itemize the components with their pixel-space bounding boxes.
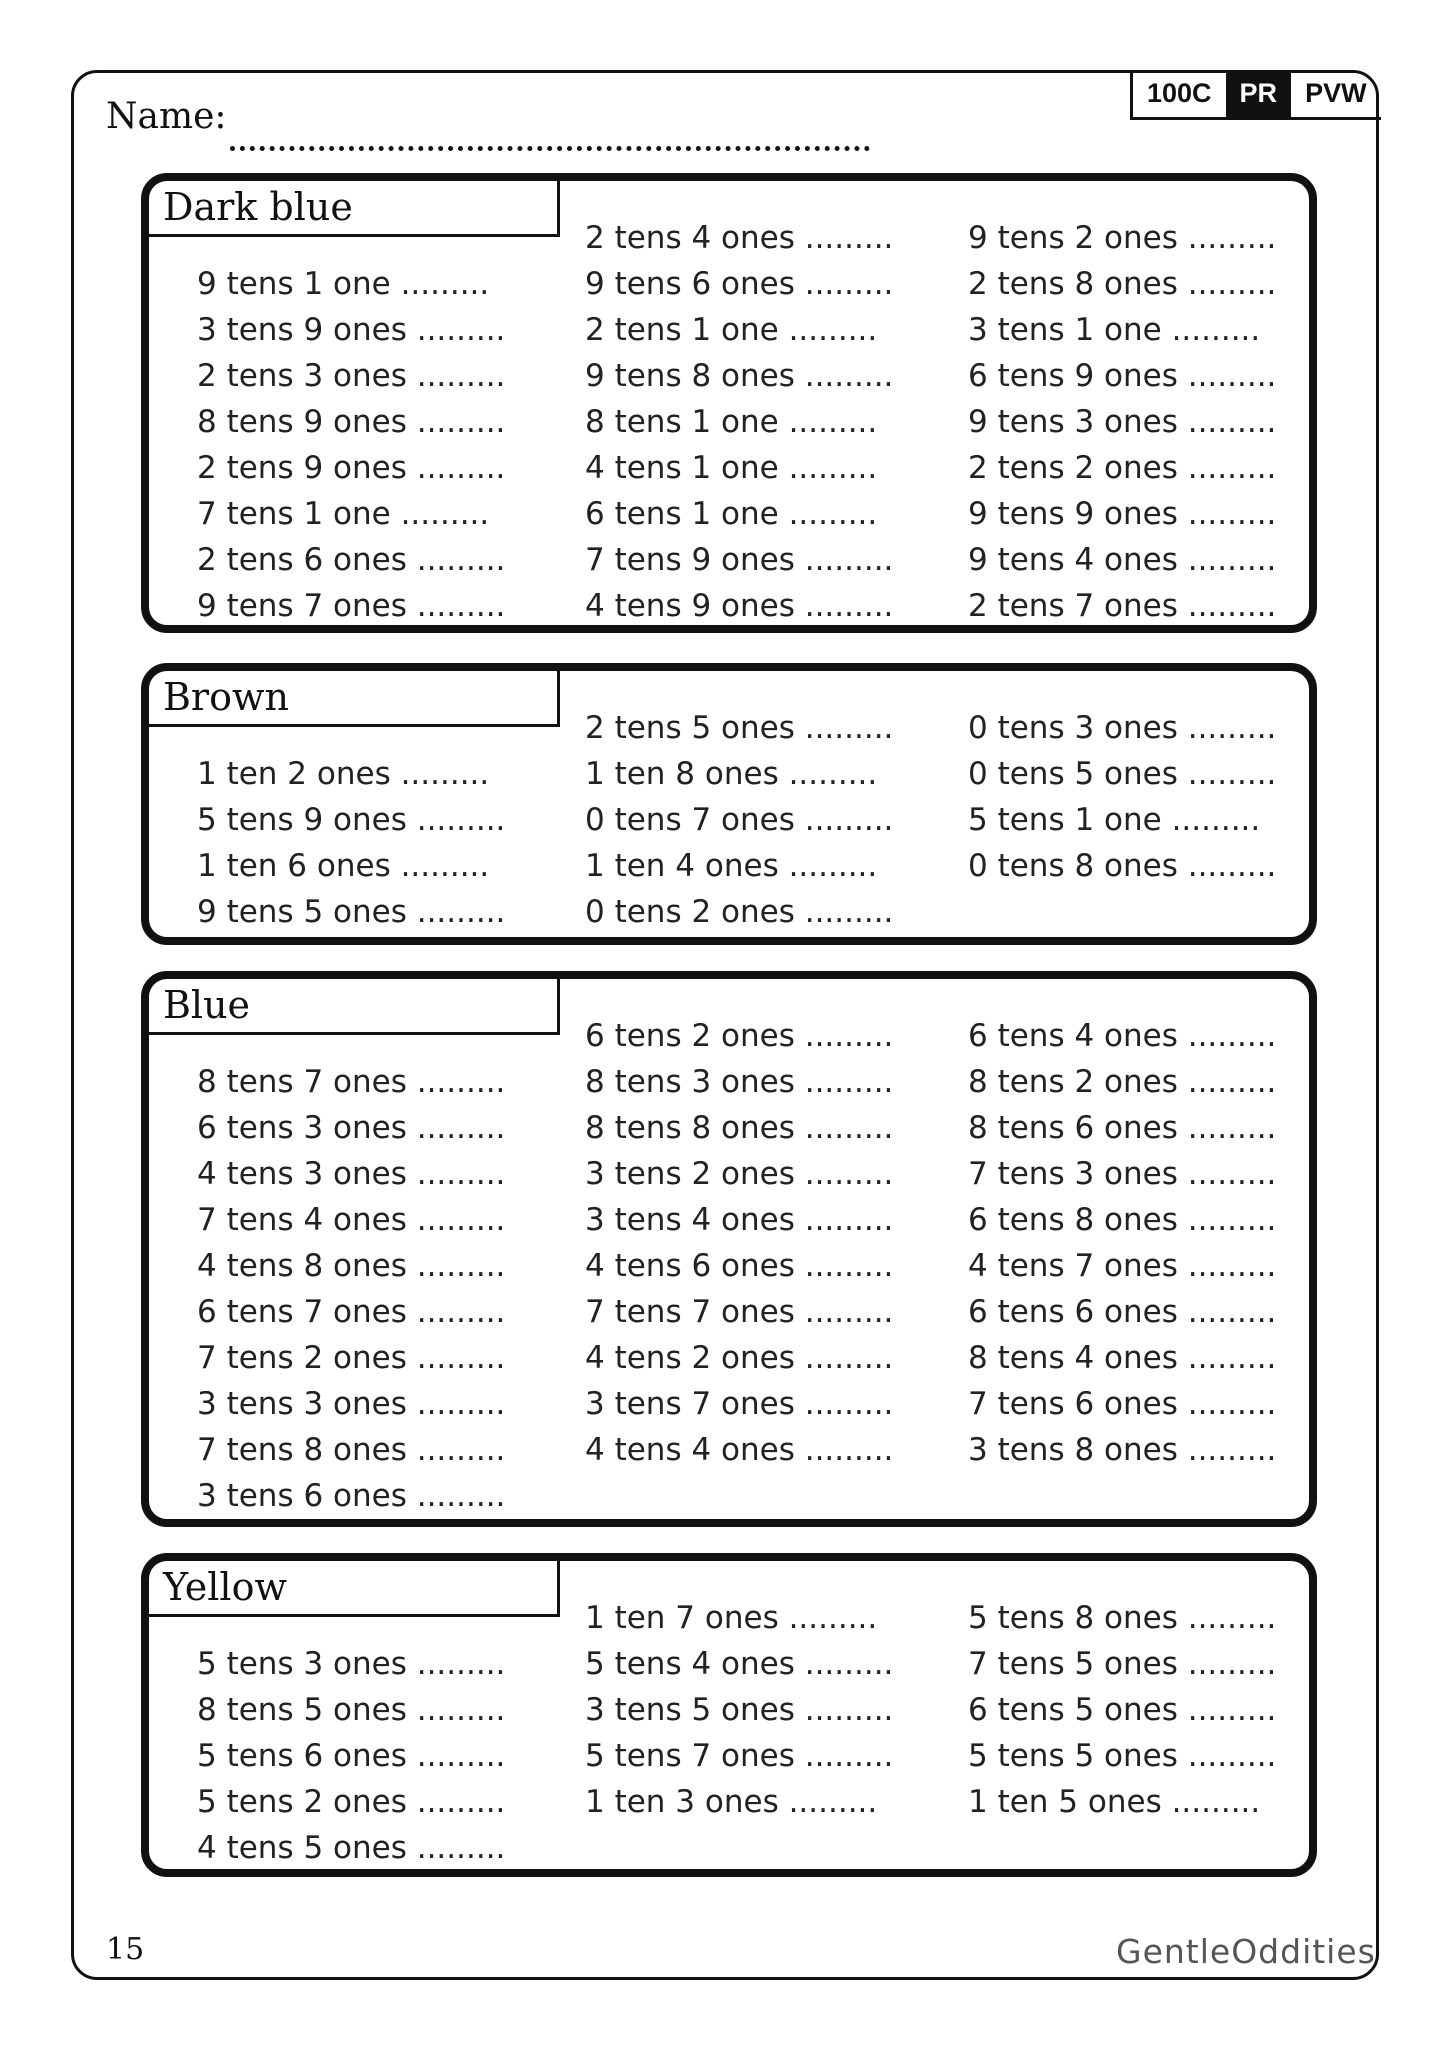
section-blue: [141, 971, 1317, 1527]
exercise-item: 7 tens 9 ones .........: [585, 542, 894, 578]
exercise-item: 6 tens 5 ones .........: [968, 1692, 1277, 1728]
section-yellow: [141, 1553, 1317, 1877]
exercise-item: 4 tens 1 one .........: [585, 450, 878, 486]
exercise-item: 6 tens 6 ones .........: [968, 1294, 1277, 1330]
exercise-item: 5 tens 5 ones .........: [968, 1738, 1277, 1774]
exercise-item: 1 ten 5 ones .........: [968, 1784, 1261, 1820]
exercise-item: 6 tens 4 ones .........: [968, 1018, 1277, 1054]
exercise-item: 3 tens 5 ones .........: [585, 1692, 894, 1728]
exercise-item: 4 tens 7 ones .........: [968, 1248, 1277, 1284]
exercise-item: 5 tens 2 ones .........: [197, 1784, 506, 1820]
exercise-item: 2 tens 7 ones .........: [968, 588, 1277, 624]
exercise-item: 3 tens 9 ones .........: [197, 312, 506, 348]
exercise-item: 4 tens 6 ones .........: [585, 1248, 894, 1284]
section-brown: [141, 663, 1317, 945]
exercise-item: 4 tens 8 ones .........: [197, 1248, 506, 1284]
exercise-item: 1 ten 6 ones .........: [197, 848, 490, 884]
exercise-item: 7 tens 6 ones .........: [968, 1386, 1277, 1422]
exercise-item: 1 ten 2 ones .........: [197, 756, 490, 792]
exercise-item: 2 tens 8 ones .........: [968, 266, 1277, 302]
exercise-item: 4 tens 5 ones .........: [197, 1830, 506, 1866]
exercise-item: 5 tens 7 ones .........: [585, 1738, 894, 1774]
exercise-item: 9 tens 3 ones .........: [968, 404, 1277, 440]
exercise-item: 9 tens 6 ones .........: [585, 266, 894, 302]
exercise-item: 2 tens 2 ones .........: [968, 450, 1277, 486]
tag-pr: PR: [1226, 70, 1292, 117]
exercise-item: 0 tens 5 ones .........: [968, 756, 1277, 792]
exercise-item: 6 tens 7 ones .........: [197, 1294, 506, 1330]
exercise-item: 8 tens 4 ones .........: [968, 1340, 1277, 1376]
level-tags: [1130, 70, 1381, 120]
exercise-item: 0 tens 2 ones .........: [585, 894, 894, 930]
exercise-item: 7 tens 4 ones .........: [197, 1202, 506, 1238]
exercise-item: 4 tens 9 ones .........: [585, 588, 894, 624]
exercise-item: 6 tens 8 ones .........: [968, 1202, 1277, 1238]
exercise-item: 5 tens 8 ones .........: [968, 1600, 1277, 1636]
exercise-item: 7 tens 3 ones .........: [968, 1156, 1277, 1192]
section-title: Brown: [149, 671, 560, 727]
exercise-item: 3 tens 6 ones .........: [197, 1478, 506, 1514]
exercise-item: 6 tens 1 one .........: [585, 496, 878, 532]
exercise-item: 7 tens 1 one .........: [197, 496, 490, 532]
exercise-item: 1 ten 7 ones .........: [585, 1600, 878, 1636]
exercise-item: 8 tens 9 ones .........: [197, 404, 506, 440]
exercise-item: 4 tens 3 ones .........: [197, 1156, 506, 1192]
exercise-item: 3 tens 4 ones .........: [585, 1202, 894, 1238]
exercise-item: 5 tens 9 ones .........: [197, 802, 506, 838]
tag-pvw: PVW: [1305, 78, 1367, 108]
exercise-item: 8 tens 5 ones .........: [197, 1692, 506, 1728]
exercise-item: 0 tens 3 ones .........: [968, 710, 1277, 746]
exercise-item: 4 tens 4 ones .........: [585, 1432, 894, 1468]
exercise-item: 5 tens 4 ones .........: [585, 1646, 894, 1682]
exercise-item: 7 tens 5 ones .........: [968, 1646, 1277, 1682]
exercise-item: 2 tens 3 ones .........: [197, 358, 506, 394]
exercise-item: 1 ten 8 ones .........: [585, 756, 878, 792]
name-field[interactable]: [230, 106, 870, 151]
section-title: Yellow: [149, 1561, 560, 1617]
exercise-item: 8 tens 8 ones .........: [585, 1110, 894, 1146]
exercise-item: 8 tens 1 one .........: [585, 404, 878, 440]
section-dark-blue: [141, 173, 1317, 633]
exercise-item: 2 tens 5 ones .........: [585, 710, 894, 746]
exercise-item: 1 ten 3 ones .........: [585, 1784, 878, 1820]
exercise-item: 8 tens 7 ones .........: [197, 1064, 506, 1100]
tag-100c: 100C: [1147, 78, 1212, 108]
exercise-item: 2 tens 9 ones .........: [197, 450, 506, 486]
exercise-item: 2 tens 6 ones .........: [197, 542, 506, 578]
exercise-item: 3 tens 7 ones .........: [585, 1386, 894, 1422]
exercise-item: 9 tens 7 ones .........: [197, 588, 506, 624]
exercise-item: 2 tens 4 ones .........: [585, 220, 894, 256]
exercise-item: 7 tens 8 ones .........: [197, 1432, 506, 1468]
page-number: 15: [106, 1932, 145, 1967]
exercise-item: 9 tens 5 ones .........: [197, 894, 506, 930]
exercise-item: 4 tens 2 ones .........: [585, 1340, 894, 1376]
exercise-item: 3 tens 3 ones .........: [197, 1386, 506, 1422]
exercise-item: 7 tens 2 ones .........: [197, 1340, 506, 1376]
exercise-item: 8 tens 3 ones .........: [585, 1064, 894, 1100]
exercise-item: 9 tens 1 one .........: [197, 266, 490, 302]
exercise-item: 2 tens 1 one .........: [585, 312, 878, 348]
brand-logo: GentleOddities: [1116, 1932, 1376, 1971]
section-title: Dark blue: [149, 181, 560, 237]
exercise-item: 9 tens 9 ones .........: [968, 496, 1277, 532]
exercise-item: 3 tens 1 one .........: [968, 312, 1261, 348]
exercise-item: 3 tens 8 ones .........: [968, 1432, 1277, 1468]
exercise-item: 3 tens 2 ones .........: [585, 1156, 894, 1192]
exercise-item: 8 tens 6 ones .........: [968, 1110, 1277, 1146]
name-label: Name:: [106, 96, 227, 137]
exercise-item: 6 tens 9 ones .........: [968, 358, 1277, 394]
exercise-item: 5 tens 3 ones .........: [197, 1646, 506, 1682]
exercise-item: 7 tens 7 ones .........: [585, 1294, 894, 1330]
exercise-item: 0 tens 7 ones .........: [585, 802, 894, 838]
exercise-item: 1 ten 4 ones .........: [585, 848, 878, 884]
exercise-item: 5 tens 6 ones .........: [197, 1738, 506, 1774]
exercise-item: 6 tens 3 ones .........: [197, 1110, 506, 1146]
exercise-item: 6 tens 2 ones .........: [585, 1018, 894, 1054]
exercise-item: 8 tens 2 ones .........: [968, 1064, 1277, 1100]
exercise-item: 5 tens 1 one .........: [968, 802, 1261, 838]
exercise-item: 9 tens 2 ones .........: [968, 220, 1277, 256]
section-title: Blue: [149, 979, 560, 1035]
exercise-item: 9 tens 8 ones .........: [585, 358, 894, 394]
exercise-item: 0 tens 8 ones .........: [968, 848, 1277, 884]
exercise-item: 9 tens 4 ones .........: [968, 542, 1277, 578]
